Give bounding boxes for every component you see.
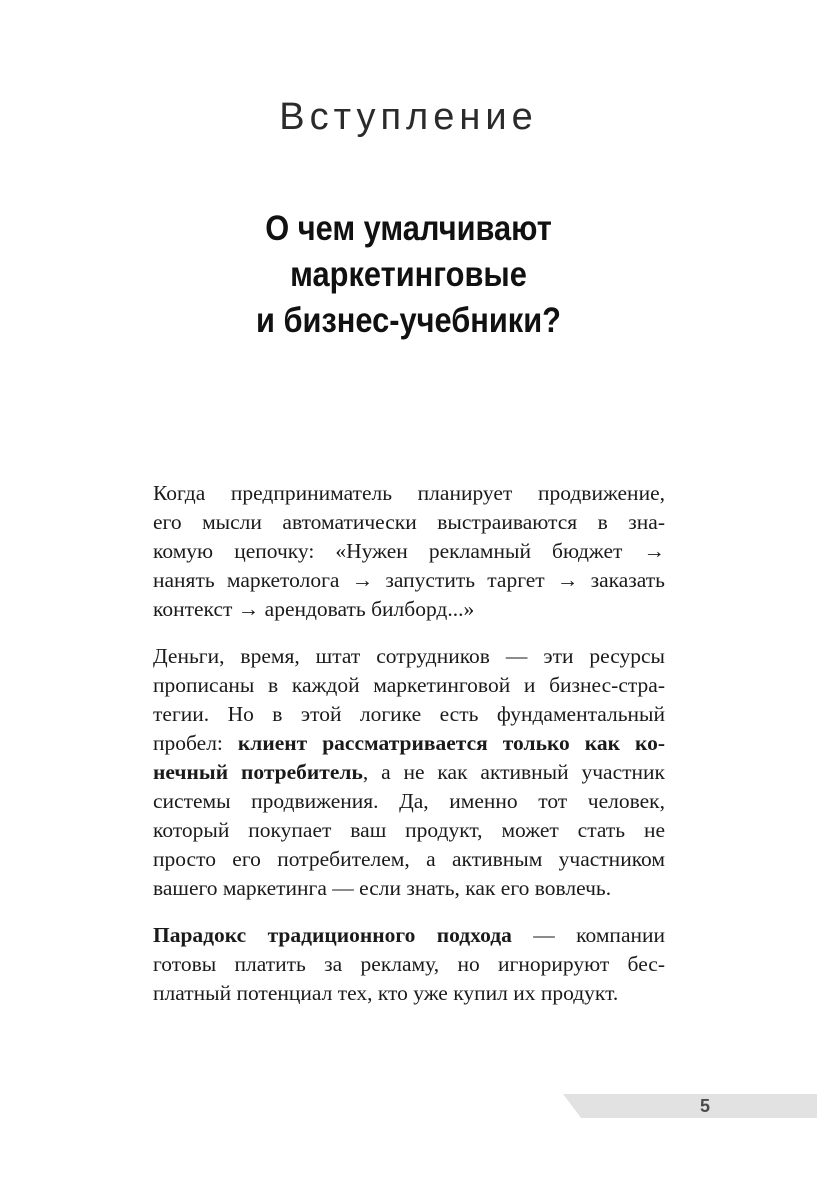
text-line xyxy=(153,700,665,729)
text-run: его мысли автоматически выстраиваются в зна- xyxy=(153,510,665,534)
text-run: пробел: xyxy=(153,731,238,755)
text-run: , а не как активный участник xyxy=(362,760,665,784)
text-line xyxy=(153,508,665,537)
text-run: комую цепочку: «Нужен рекламный бюджет → xyxy=(153,539,665,563)
text-line xyxy=(153,479,665,508)
paragraph-gap xyxy=(153,903,665,921)
text-line xyxy=(153,642,665,671)
body-text xyxy=(153,479,665,1008)
text-run: — компании xyxy=(511,923,665,947)
text-run: нанять маркетолога → запустить таргет → заказать xyxy=(153,568,665,592)
text-run: который покупает ваш продукт, может стать не xyxy=(153,818,665,842)
text-run: готовы платить за рекламу, но игнорируют бес- xyxy=(153,952,665,976)
bold-text-run: нечный потребитель xyxy=(153,760,363,784)
text-run: просто его потребителем, а активным участником xyxy=(153,847,665,871)
text-line xyxy=(153,566,665,595)
chapter-title-line: и бизнес-учебники? xyxy=(256,301,561,340)
text-line xyxy=(153,845,665,874)
paragraph xyxy=(153,642,665,903)
text-run: тегии. Но в этой логике есть фундаментальный xyxy=(153,702,665,726)
text-run: Деньги, время, штат сотрудников — эти ресурсы xyxy=(153,644,665,668)
page-number: 5 xyxy=(699,1096,710,1116)
paragraph-gap xyxy=(153,624,665,642)
text-line xyxy=(153,816,665,845)
text-line xyxy=(153,874,665,903)
text-line xyxy=(153,671,665,700)
text-line xyxy=(153,729,665,758)
text-run: вашего маркетинга — если знать, как его вовлечь. xyxy=(153,876,612,900)
text-run: контекст → арендовать билборд...» xyxy=(153,597,475,621)
text-line xyxy=(153,787,665,816)
text-run: системы продвижения. Да, именно тот человек, xyxy=(153,789,665,813)
chapter-title-line: О чем умалчивают xyxy=(265,209,552,248)
text-line xyxy=(153,921,665,950)
text-run: Когда предприниматель планирует продвижение, xyxy=(153,481,665,505)
chapter-title xyxy=(49,206,768,344)
bold-text-run: Парадокс традиционного подхода xyxy=(153,923,512,947)
chapter-title-line: маркетинговые xyxy=(290,255,527,294)
chapter-label: Вступление xyxy=(279,96,538,138)
text-line xyxy=(153,537,665,566)
text-line xyxy=(153,979,665,1008)
paragraph xyxy=(153,479,665,624)
paragraph xyxy=(153,921,665,1008)
text-run: прописаны в каждой маркетинговой и бизнес-стра- xyxy=(153,673,665,697)
text-line xyxy=(153,758,665,787)
bold-text-run: клиент рассматривается только как ко- xyxy=(237,731,665,755)
text-run: платный потенциал тех, кто уже купил их продукт. xyxy=(153,981,619,1005)
text-line xyxy=(153,950,665,979)
text-line xyxy=(153,595,665,624)
